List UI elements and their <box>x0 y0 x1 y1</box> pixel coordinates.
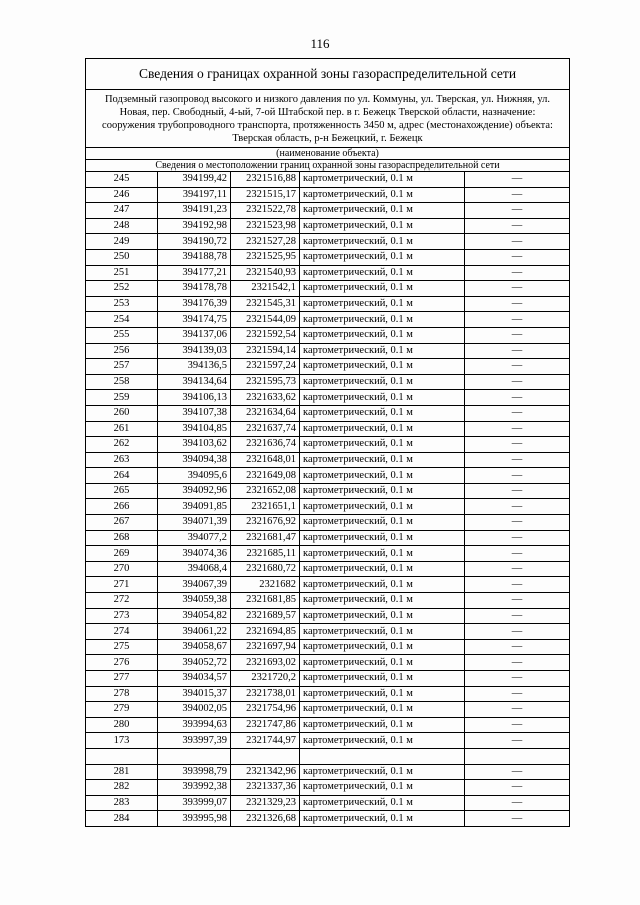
point-number: 262 <box>86 437 158 453</box>
point-number: 272 <box>86 593 158 609</box>
coord-x: 393997,39 <box>158 733 231 749</box>
table-row <box>86 577 569 593</box>
table-row <box>86 483 569 499</box>
point-number: 260 <box>86 405 158 421</box>
description: — <box>465 702 570 718</box>
description: — <box>465 561 570 577</box>
description: — <box>465 624 570 640</box>
empty-cell <box>86 748 158 764</box>
table-row <box>86 671 569 687</box>
coord-x: 394176,39 <box>158 296 231 312</box>
table-row <box>86 795 569 811</box>
description: — <box>465 249 570 265</box>
method-accuracy: картометрический, 0.1 м <box>300 327 465 343</box>
description: — <box>465 764 570 780</box>
method-accuracy: картометрический, 0.1 м <box>300 437 465 453</box>
point-number: 280 <box>86 717 158 733</box>
description: — <box>465 655 570 671</box>
coord-x: 394106,13 <box>158 390 231 406</box>
method-accuracy: картометрический, 0.1 м <box>300 546 465 562</box>
coord-y: 2321544,09 <box>231 312 300 328</box>
point-number: 277 <box>86 671 158 687</box>
coord-y: 2321720,2 <box>231 671 300 687</box>
point-number: 269 <box>86 546 158 562</box>
coord-x: 394139,03 <box>158 343 231 359</box>
point-number: 279 <box>86 702 158 718</box>
description: — <box>465 343 570 359</box>
table-row <box>86 359 569 375</box>
point-number: 284 <box>86 811 158 826</box>
coord-y: 2321595,73 <box>231 374 300 390</box>
empty-cell <box>465 748 570 764</box>
point-number: 263 <box>86 452 158 468</box>
method-accuracy: картометрический, 0.1 м <box>300 795 465 811</box>
coord-y: 2321652,08 <box>231 483 300 499</box>
point-number: 248 <box>86 218 158 234</box>
table-row <box>86 468 569 484</box>
point-number: 276 <box>86 655 158 671</box>
description: — <box>465 312 570 328</box>
coord-x: 394091,85 <box>158 499 231 515</box>
point-number: 266 <box>86 499 158 515</box>
point-number: 247 <box>86 203 158 219</box>
table-row <box>86 405 569 421</box>
coord-x: 394015,37 <box>158 686 231 702</box>
point-number: 256 <box>86 343 158 359</box>
table-row <box>86 624 569 640</box>
description: — <box>465 359 570 375</box>
coord-y: 2321681,85 <box>231 593 300 609</box>
method-accuracy: картометрический, 0.1 м <box>300 296 465 312</box>
point-number: 265 <box>86 483 158 499</box>
coord-y: 2321747,86 <box>231 717 300 733</box>
coord-y: 2321592,54 <box>231 327 300 343</box>
method-accuracy: картометрический, 0.1 м <box>300 249 465 265</box>
coord-x: 394034,57 <box>158 671 231 687</box>
description: — <box>465 577 570 593</box>
description: — <box>465 281 570 297</box>
table-row <box>86 811 569 826</box>
method-accuracy: картометрический, 0.1 м <box>300 234 465 250</box>
coord-x: 394061,22 <box>158 624 231 640</box>
coord-x: 394059,38 <box>158 593 231 609</box>
coord-y: 2321329,23 <box>231 795 300 811</box>
table-row <box>86 265 569 281</box>
point-number: 254 <box>86 312 158 328</box>
table-row <box>86 296 569 312</box>
coord-y: 2321648,01 <box>231 452 300 468</box>
table-row <box>86 655 569 671</box>
method-accuracy: картометрический, 0.1 м <box>300 780 465 796</box>
coord-y: 2321515,17 <box>231 187 300 203</box>
coordinates-table <box>86 172 569 826</box>
coord-y: 2321594,14 <box>231 343 300 359</box>
coord-x: 393999,07 <box>158 795 231 811</box>
coord-y: 2321540,93 <box>231 265 300 281</box>
description: — <box>465 468 570 484</box>
table-row <box>86 515 569 531</box>
description: — <box>465 515 570 531</box>
table-row <box>86 187 569 203</box>
coord-x: 394094,38 <box>158 452 231 468</box>
coord-y: 2321754,96 <box>231 702 300 718</box>
table-row <box>86 374 569 390</box>
description: — <box>465 203 570 219</box>
method-accuracy: картометрический, 0.1 м <box>300 172 465 187</box>
object-caption: (наименование объекта) <box>86 148 569 160</box>
coord-x: 394067,39 <box>158 577 231 593</box>
empty-cell <box>231 748 300 764</box>
coord-y: 2321523,98 <box>231 218 300 234</box>
table-row <box>86 499 569 515</box>
table-row <box>86 343 569 359</box>
coord-y: 2321681,47 <box>231 530 300 546</box>
table-row <box>86 702 569 718</box>
method-accuracy: картометрический, 0.1 м <box>300 218 465 234</box>
point-number: 173 <box>86 733 158 749</box>
point-number: 278 <box>86 686 158 702</box>
coord-x: 394071,39 <box>158 515 231 531</box>
table-row <box>86 764 569 780</box>
method-accuracy: картометрический, 0.1 м <box>300 639 465 655</box>
coord-y: 2321694,85 <box>231 624 300 640</box>
table-row <box>86 234 569 250</box>
coord-x: 394177,21 <box>158 265 231 281</box>
coord-y: 2321516,88 <box>231 172 300 187</box>
point-number: 270 <box>86 561 158 577</box>
point-number: 274 <box>86 624 158 640</box>
table-row <box>86 327 569 343</box>
description: — <box>465 172 570 187</box>
page-number: 116 <box>310 36 330 51</box>
coord-y: 2321326,68 <box>231 811 300 826</box>
coord-y: 2321680,72 <box>231 561 300 577</box>
description: — <box>465 374 570 390</box>
coord-y: 2321337,36 <box>231 780 300 796</box>
point-number: 252 <box>86 281 158 297</box>
point-number: 271 <box>86 577 158 593</box>
table-row <box>86 608 569 624</box>
table-row <box>86 686 569 702</box>
method-accuracy: картометрический, 0.1 м <box>300 811 465 826</box>
point-number: 249 <box>86 234 158 250</box>
description: — <box>465 234 570 250</box>
table-row <box>86 546 569 562</box>
method-accuracy: картометрический, 0.1 м <box>300 608 465 624</box>
coord-y: 2321634,64 <box>231 405 300 421</box>
point-number: 245 <box>86 172 158 187</box>
point-number: 246 <box>86 187 158 203</box>
point-number: 255 <box>86 327 158 343</box>
method-accuracy: картометрический, 0.1 м <box>300 390 465 406</box>
method-accuracy: картометрический, 0.1 м <box>300 530 465 546</box>
coord-y: 2321744,97 <box>231 733 300 749</box>
description: — <box>465 608 570 624</box>
table-row <box>86 312 569 328</box>
description: — <box>465 499 570 515</box>
coord-x: 393995,98 <box>158 811 231 826</box>
coord-x: 394068,4 <box>158 561 231 577</box>
coord-y: 2321689,57 <box>231 608 300 624</box>
empty-cell <box>300 748 465 764</box>
object-description: Подземный газопровод высокого и низкого давления по ул. Коммуны, ул. Тверская, ул. Нижняя, ул. Новая, пер. Свободный, 4-ый, 7-ой Штабской пер. в г. Бежецк Тверской области, назначение: сооружения трубопроводного транспорта, протяженность 3450 м, адрес (местонахождение) объекта: Тверская область, р-н Бежецкий, г. Бежецк <box>86 90 569 148</box>
coord-x: 394137,06 <box>158 327 231 343</box>
coord-x: 394134,64 <box>158 374 231 390</box>
coord-x: 394178,78 <box>158 281 231 297</box>
description: — <box>465 452 570 468</box>
table-row <box>86 717 569 733</box>
description: — <box>465 405 570 421</box>
description: — <box>465 296 570 312</box>
point-number: 264 <box>86 468 158 484</box>
method-accuracy: картометрический, 0.1 м <box>300 593 465 609</box>
description: — <box>465 780 570 796</box>
description: — <box>465 717 570 733</box>
coord-x: 393994,63 <box>158 717 231 733</box>
method-accuracy: картометрический, 0.1 м <box>300 702 465 718</box>
method-accuracy: картометрический, 0.1 м <box>300 421 465 437</box>
coord-y: 2321738,01 <box>231 686 300 702</box>
description: — <box>465 483 570 499</box>
coord-x: 394107,38 <box>158 405 231 421</box>
empty-cell <box>158 748 231 764</box>
point-number: 267 <box>86 515 158 531</box>
table-row <box>86 421 569 437</box>
coord-y: 2321676,92 <box>231 515 300 531</box>
point-number: 258 <box>86 374 158 390</box>
method-accuracy: картометрический, 0.1 м <box>300 515 465 531</box>
coord-y: 2321682 <box>231 577 300 593</box>
coord-y: 2321542,1 <box>231 281 300 297</box>
table-row <box>86 593 569 609</box>
coord-y: 2321636,74 <box>231 437 300 453</box>
point-number: 251 <box>86 265 158 281</box>
method-accuracy: картометрический, 0.1 м <box>300 452 465 468</box>
point-number: 275 <box>86 639 158 655</box>
description: — <box>465 265 570 281</box>
point-number: 273 <box>86 608 158 624</box>
description: — <box>465 733 570 749</box>
coord-x: 394197,11 <box>158 187 231 203</box>
coord-x: 394192,98 <box>158 218 231 234</box>
coord-y: 2321649,08 <box>231 468 300 484</box>
coord-x: 394103,62 <box>158 437 231 453</box>
coord-y: 2321342,96 <box>231 764 300 780</box>
description: — <box>465 639 570 655</box>
table-row <box>86 561 569 577</box>
coord-y: 2321637,74 <box>231 421 300 437</box>
coord-x: 394095,6 <box>158 468 231 484</box>
table-row <box>86 281 569 297</box>
coord-x: 394077,2 <box>158 530 231 546</box>
coord-x: 394174,75 <box>158 312 231 328</box>
coord-y: 2321597,24 <box>231 359 300 375</box>
coord-x: 394092,96 <box>158 483 231 499</box>
point-number: 261 <box>86 421 158 437</box>
method-accuracy: картометрический, 0.1 м <box>300 624 465 640</box>
method-accuracy: картометрический, 0.1 м <box>300 468 465 484</box>
point-number: 253 <box>86 296 158 312</box>
method-accuracy: картометрический, 0.1 м <box>300 312 465 328</box>
coord-x: 394058,67 <box>158 639 231 655</box>
method-accuracy: картометрический, 0.1 м <box>300 343 465 359</box>
point-number: 250 <box>86 249 158 265</box>
method-accuracy: картометрический, 0.1 м <box>300 671 465 687</box>
method-accuracy: картометрический, 0.1 м <box>300 561 465 577</box>
method-accuracy: картометрический, 0.1 м <box>300 265 465 281</box>
description: — <box>465 218 570 234</box>
point-number: 281 <box>86 764 158 780</box>
method-accuracy: картометрический, 0.1 м <box>300 187 465 203</box>
coord-x: 394190,72 <box>158 234 231 250</box>
method-accuracy: картометрический, 0.1 м <box>300 717 465 733</box>
coord-x: 394002,05 <box>158 702 231 718</box>
table-row <box>86 203 569 219</box>
method-accuracy: картометрический, 0.1 м <box>300 203 465 219</box>
coord-x: 394054,82 <box>158 608 231 624</box>
document-title: Сведения о границах охранной зоны газораспределительной сети <box>86 59 569 90</box>
method-accuracy: картометрический, 0.1 м <box>300 405 465 421</box>
coord-x: 394191,23 <box>158 203 231 219</box>
description: — <box>465 437 570 453</box>
description: — <box>465 390 570 406</box>
method-accuracy: картометрический, 0.1 м <box>300 281 465 297</box>
method-accuracy: картометрический, 0.1 м <box>300 655 465 671</box>
table-row <box>86 249 569 265</box>
method-accuracy: картометрический, 0.1 м <box>300 374 465 390</box>
method-accuracy: картометрический, 0.1 м <box>300 483 465 499</box>
coord-y: 2321525,95 <box>231 249 300 265</box>
coord-x: 393998,79 <box>158 764 231 780</box>
coord-x: 394104,85 <box>158 421 231 437</box>
table-row <box>86 172 569 187</box>
coord-y: 2321651,1 <box>231 499 300 515</box>
coord-y: 2321685,11 <box>231 546 300 562</box>
description: — <box>465 530 570 546</box>
description: — <box>465 686 570 702</box>
coord-x: 394188,78 <box>158 249 231 265</box>
table-row <box>86 437 569 453</box>
description: — <box>465 671 570 687</box>
method-accuracy: картометрический, 0.1 м <box>300 764 465 780</box>
coord-y: 2321527,28 <box>231 234 300 250</box>
table-row <box>86 639 569 655</box>
coord-x: 394199,42 <box>158 172 231 187</box>
point-number: 259 <box>86 390 158 406</box>
description: — <box>465 593 570 609</box>
table-row <box>86 733 569 749</box>
point-number: 257 <box>86 359 158 375</box>
point-number: 283 <box>86 795 158 811</box>
coord-y: 2321693,02 <box>231 655 300 671</box>
method-accuracy: картометрический, 0.1 м <box>300 499 465 515</box>
coord-x: 394052,72 <box>158 655 231 671</box>
method-accuracy: картометрический, 0.1 м <box>300 359 465 375</box>
boundaries-document <box>85 58 570 827</box>
coord-x: 394136,5 <box>158 359 231 375</box>
method-accuracy: картометрический, 0.1 м <box>300 686 465 702</box>
coord-y: 2321522,78 <box>231 203 300 219</box>
description: — <box>465 187 570 203</box>
method-accuracy: картометрический, 0.1 м <box>300 733 465 749</box>
coord-y: 2321545,31 <box>231 296 300 312</box>
description: — <box>465 327 570 343</box>
description: — <box>465 421 570 437</box>
coord-y: 2321697,94 <box>231 639 300 655</box>
description: — <box>465 811 570 826</box>
table-row <box>86 780 569 796</box>
empty-row <box>86 748 569 764</box>
description: — <box>465 795 570 811</box>
point-number: 268 <box>86 530 158 546</box>
coord-y: 2321633,62 <box>231 390 300 406</box>
table-row <box>86 530 569 546</box>
section-heading: Сведения о местоположении границ охранной зоны газораспределительной сети <box>86 160 569 172</box>
coord-x: 394074,36 <box>158 546 231 562</box>
table-row <box>86 218 569 234</box>
coord-x: 393992,38 <box>158 780 231 796</box>
table-row <box>86 452 569 468</box>
point-number: 282 <box>86 780 158 796</box>
description: — <box>465 546 570 562</box>
table-row <box>86 390 569 406</box>
method-accuracy: картометрический, 0.1 м <box>300 577 465 593</box>
